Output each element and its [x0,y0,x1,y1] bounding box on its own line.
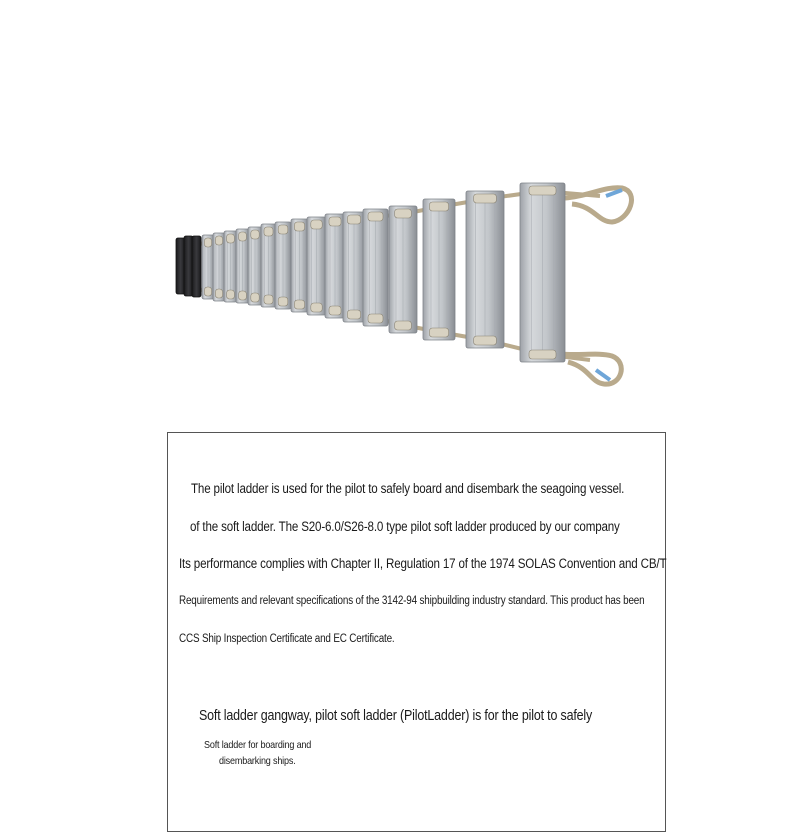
step-clamp [227,234,235,243]
step-clamp [347,215,360,224]
step-clamp [347,310,360,319]
step-clamp [294,222,304,231]
summary-headline: Soft ladder gangway, pilot soft ladder (PilotLadder) is for the pilot to safely [199,708,593,724]
step-clamp [529,186,556,195]
step-clamp [264,295,273,304]
step-clamp [395,209,412,218]
step-clamp [368,314,383,323]
step-clamp [294,300,304,309]
step-clamp [474,336,497,345]
description-line-5: CCS Ship Inspection Certificate and EC Certificate. [179,633,395,645]
step-clamp [215,236,222,245]
step-clamp [278,225,288,234]
step-clamp [395,321,412,330]
step-clamp [311,303,322,312]
step-clamp [251,293,259,302]
step-clamp [329,217,341,226]
summary-caption-line-2: disembarking ships. [219,755,296,767]
description-line-3: Its performance complies with Chapter II, Regulation 17 of the 1974 SOLAS Convention and CB/T [179,556,667,571]
step-clamp [278,297,288,306]
step-clamp [264,227,273,236]
step-clamp [251,230,259,239]
step-clamp [227,290,235,299]
description-line-2: of the soft ladder. The S20-6.0/S26-8.0 type pilot soft ladder produced by our company [190,519,620,534]
step-clamp [239,291,247,300]
step-clamp [215,289,222,298]
step-clamp [204,238,211,247]
step-clamp [368,212,383,221]
step-clamp [429,202,448,211]
step-clamp [429,328,448,337]
step-clamp [204,287,211,296]
step-clamp [311,220,322,229]
step-clamp [329,306,341,315]
description-line-1: The pilot ladder is used for the pilot to safely board and disembark the seagoing vessel. [191,481,625,496]
step-clamp [529,350,556,359]
ladder-step [192,236,201,297]
summary-caption-line-1: Soft ladder for boarding and [204,739,312,751]
step-clamp [474,194,497,203]
bottom-loop-tape [596,370,610,380]
description-line-4: Requirements and relevant specifications of the 3142-94 shipbuilding industry standard. This product has been [179,595,645,607]
step-clamp [239,232,247,241]
